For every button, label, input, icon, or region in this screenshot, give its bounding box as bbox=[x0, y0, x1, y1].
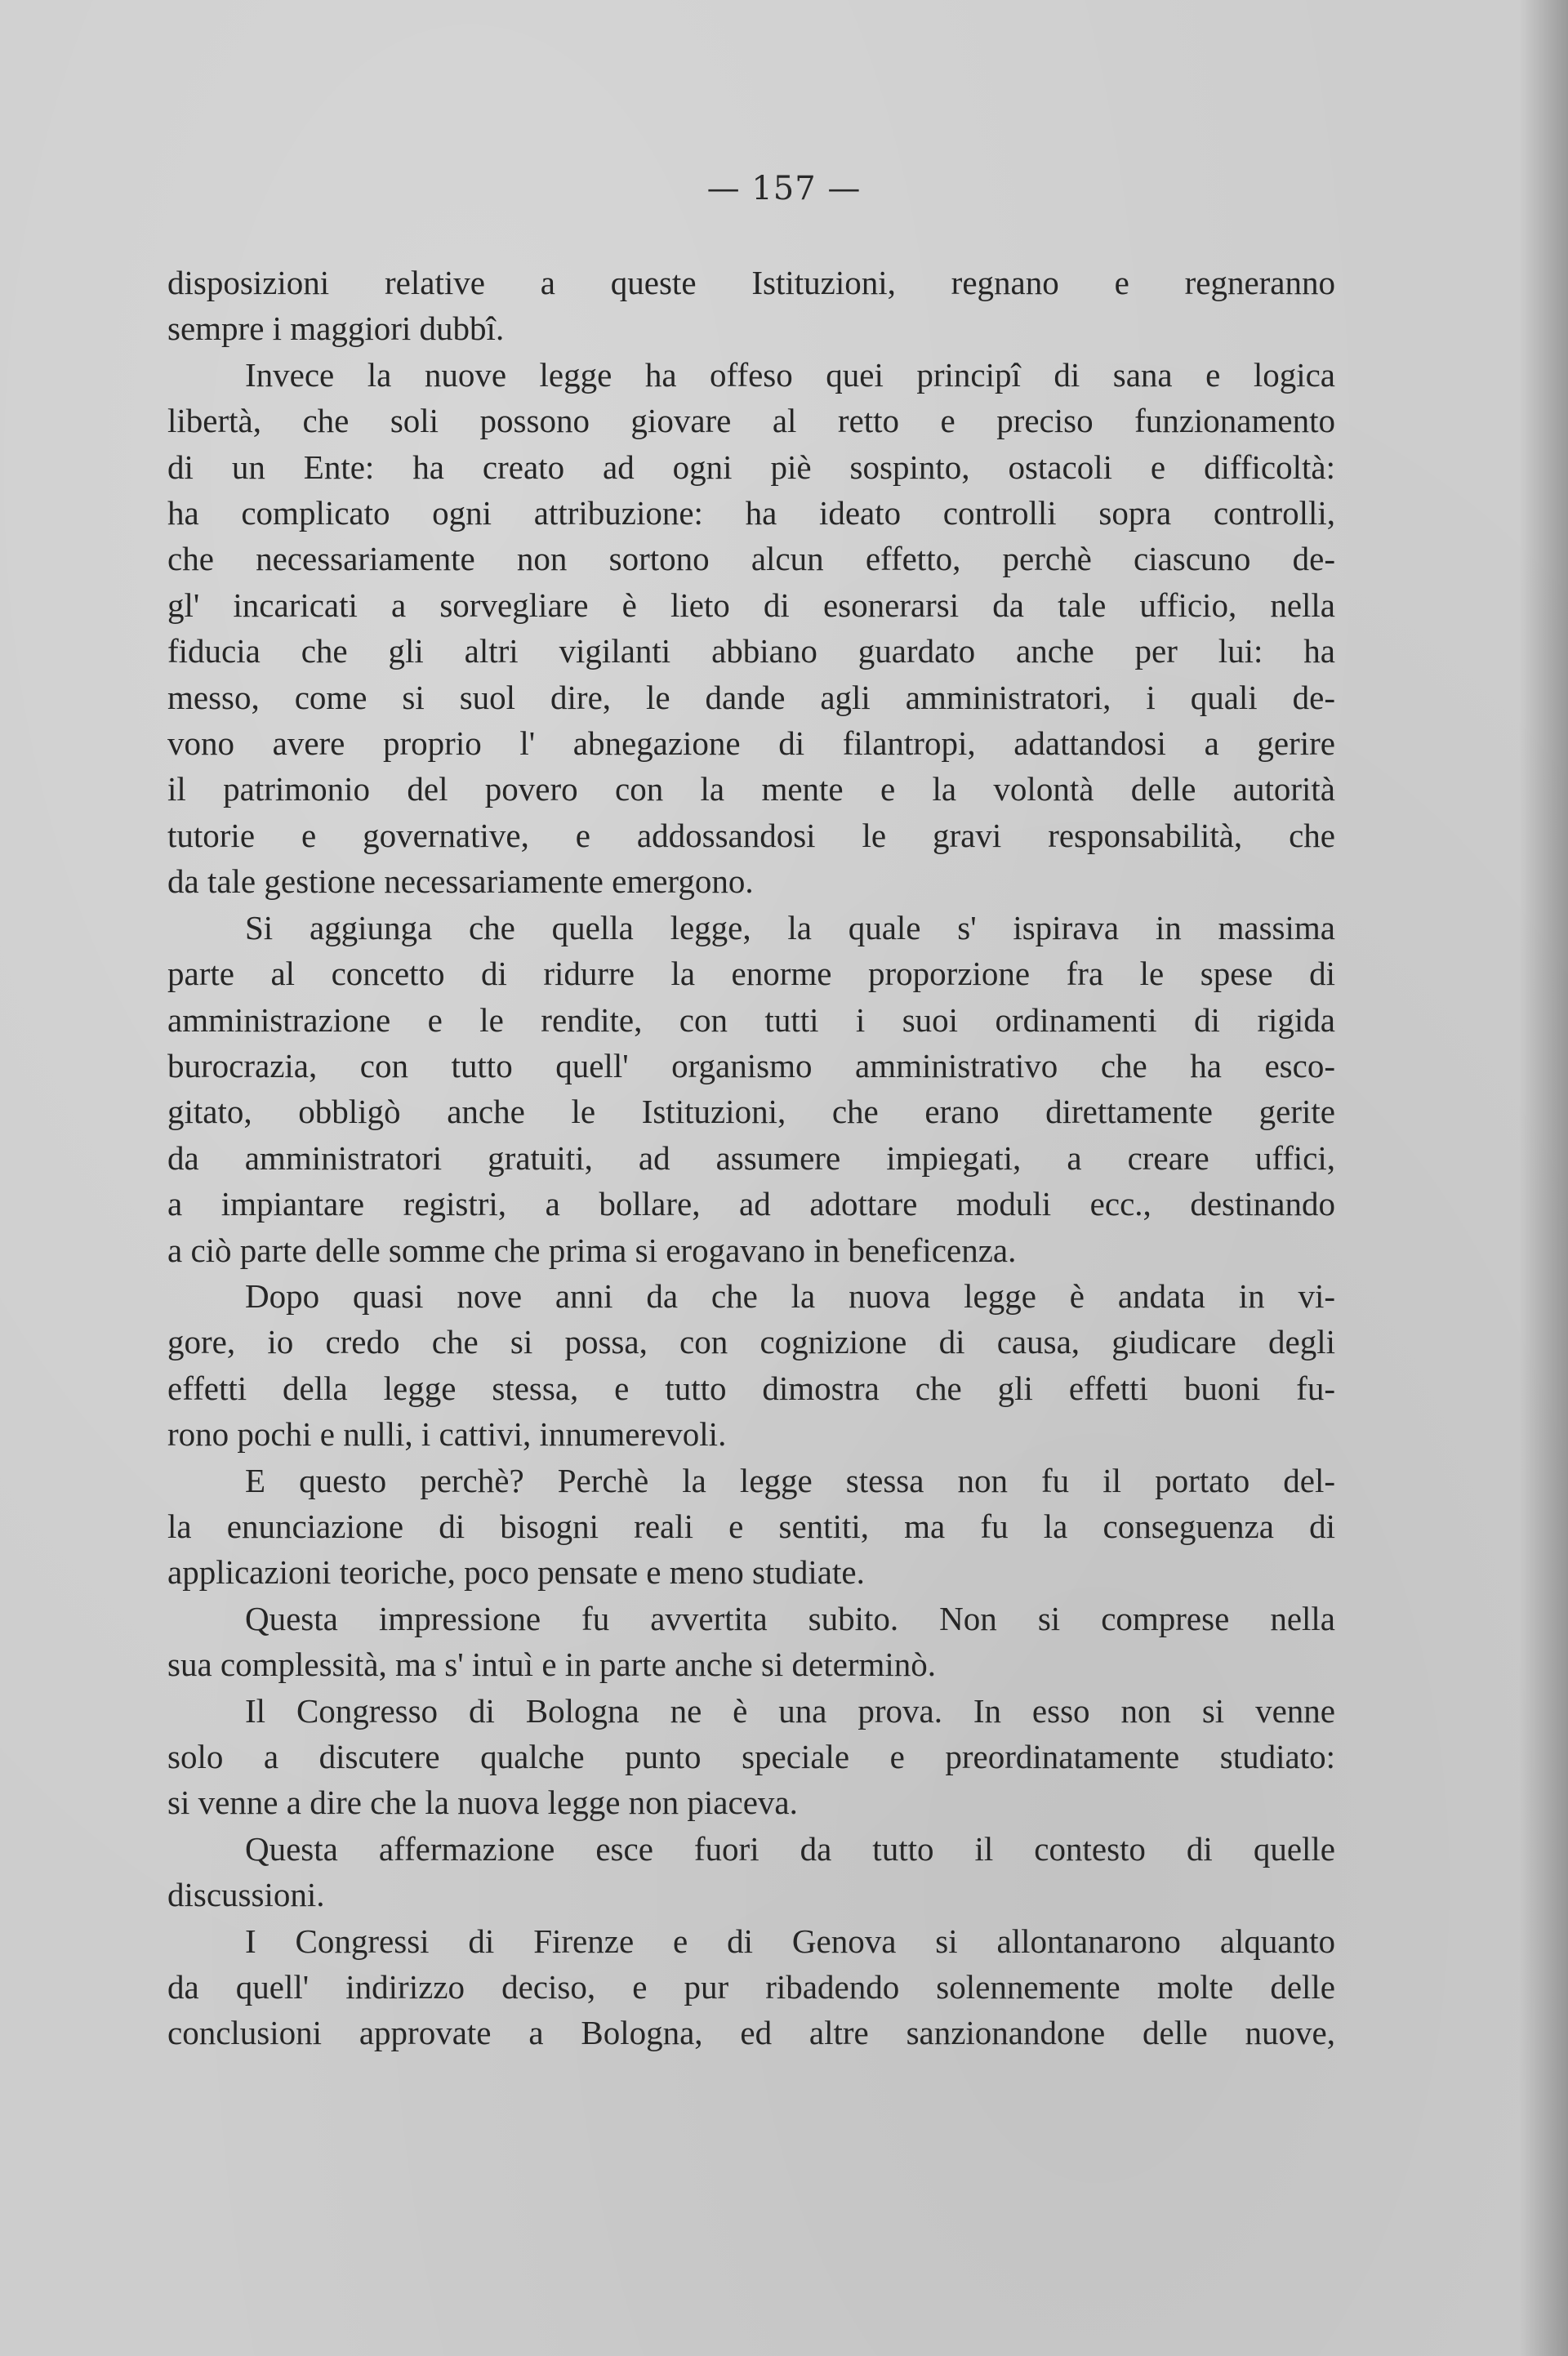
paragraph bbox=[167, 905, 1335, 1273]
text-line: libertà, che soli possono giovare al retto e preciso funzionamento bbox=[167, 402, 1335, 440]
text-line: si venne a dire che la nuova legge non piaceva. bbox=[167, 1784, 798, 1822]
text-line: il patrimonio del povero con la mente e la volontà delle autorità bbox=[167, 770, 1335, 808]
text-line: rono pochi e nulli, i cattivi, innumerevoli. bbox=[167, 1415, 727, 1454]
text-line: gl' incaricati a sorvegliare è lieto di esonerarsi da tale ufficio, nella bbox=[167, 586, 1335, 624]
text-line: ha complicato ogni attribuzione: ha ideato controlli sopra controlli, bbox=[167, 494, 1335, 532]
text-line: E questo perchè? Perchè la legge stessa non fu il portato del- bbox=[245, 1461, 1335, 1499]
text-line: disposizioni relative a queste Istituzioni, regnano e regneranno bbox=[167, 264, 1335, 301]
text-line: I Congressi di Firenze e di Genova si allontanarono alquanto bbox=[245, 1922, 1335, 1960]
text-line: a ciò parte delle somme che prima si erogavano in beneficenza. bbox=[167, 1231, 1017, 1269]
text-line: fiducia che gli altri vigilanti abbiano guardato anche per lui: ha bbox=[167, 632, 1335, 670]
text-line: la enunciazione di bisogni reali e sentiti, ma fu la conseguenza di bbox=[167, 1507, 1335, 1545]
text-line: Si aggiunga che quella legge, la quale s' ispirava in massima bbox=[245, 908, 1335, 946]
text-line: solo a discutere qualche punto speciale e preordinatamente studiato: bbox=[167, 1738, 1335, 1775]
text-line: messo, come si suol dire, le dande agli amministratori, i quali de- bbox=[167, 678, 1335, 716]
text-line: vono avere proprio l' abnegazione di filantropi, adattandosi a gerire bbox=[167, 724, 1335, 763]
text-line: effetti della legge stessa, e tutto dimostra che gli effetti buoni fu- bbox=[167, 1369, 1335, 1407]
body-text bbox=[167, 260, 1335, 2056]
text-line: tutorie e governative, e addossandosi le gravi responsabilità, che bbox=[167, 816, 1335, 854]
text-line: discussioni. bbox=[167, 1876, 325, 1914]
page-number: — 157 — bbox=[706, 170, 862, 207]
text-line: Il Congresso di Bologna ne è una prova. In esso non si venne bbox=[245, 1691, 1335, 1730]
text-line: da tale gestione necessariamente emergono. bbox=[167, 862, 754, 901]
paragraph bbox=[167, 1458, 1335, 1596]
text-line: Dopo quasi nove anni da che la nuova legge è andata in vi- bbox=[245, 1276, 1335, 1315]
text-line: gore, io credo che si possa, con cognizione di causa, giudicare degli bbox=[167, 1323, 1335, 1361]
page-edge-shadow bbox=[1519, 0, 1568, 2356]
text-line: burocrazia, con tutto quell' organismo amministrativo che ha esco- bbox=[167, 1046, 1335, 1084]
text-line: Questa affermazione esce fuori da tutto il contesto di quelle bbox=[245, 1829, 1335, 1868]
text-line: che necessariamente non sortono alcun effetto, perchè ciascuno de- bbox=[167, 540, 1335, 578]
text-line: parte al concetto di ridurre la enorme proporzione fra le spese di bbox=[167, 955, 1335, 993]
text-line: Questa impressione fu avvertita subito. Non si comprese nella bbox=[245, 1599, 1335, 1637]
text-line: Invece la nuove legge ha offeso quei principî di sana e logica bbox=[245, 355, 1335, 394]
text-line: sua complessità, ma s' intuì e in parte anche si determinò. bbox=[167, 1646, 937, 1684]
text-line: di un Ente: ha creato ad ogni piè sospinto, ostacoli e difficoltà: bbox=[167, 448, 1335, 486]
paragraph bbox=[167, 1273, 1335, 1458]
text-line: amministrazione e le rendite, con tutti i suoi ordinamenti di rigida bbox=[167, 1000, 1335, 1039]
paragraph bbox=[167, 1918, 1335, 2056]
text-line: gitato, obbligò anche le Istituzioni, che erano direttamente gerite bbox=[167, 1093, 1335, 1131]
text-line: conclusioni approvate a Bologna, ed altre sanzionandone delle nuove, bbox=[167, 2014, 1335, 2052]
paragraph bbox=[167, 1826, 1335, 1918]
paragraph bbox=[167, 260, 1335, 352]
text-line: a impiantare registri, a bollare, ad adottare moduli ecc., destinando bbox=[167, 1185, 1335, 1223]
paragraph bbox=[167, 1596, 1335, 1688]
text-line: sempre i maggiori dubbî. bbox=[167, 310, 505, 348]
text-line: da amministratori gratuiti, ad assumere impiegati, a creare uffici, bbox=[167, 1138, 1335, 1177]
paragraph bbox=[167, 1688, 1335, 1826]
text-line: da quell' indirizzo deciso, e pur ribadendo solennemente molte delle bbox=[167, 1968, 1335, 2006]
paragraph bbox=[167, 352, 1335, 905]
text-line: applicazioni teoriche, poco pensate e meno studiate. bbox=[167, 1553, 865, 1592]
